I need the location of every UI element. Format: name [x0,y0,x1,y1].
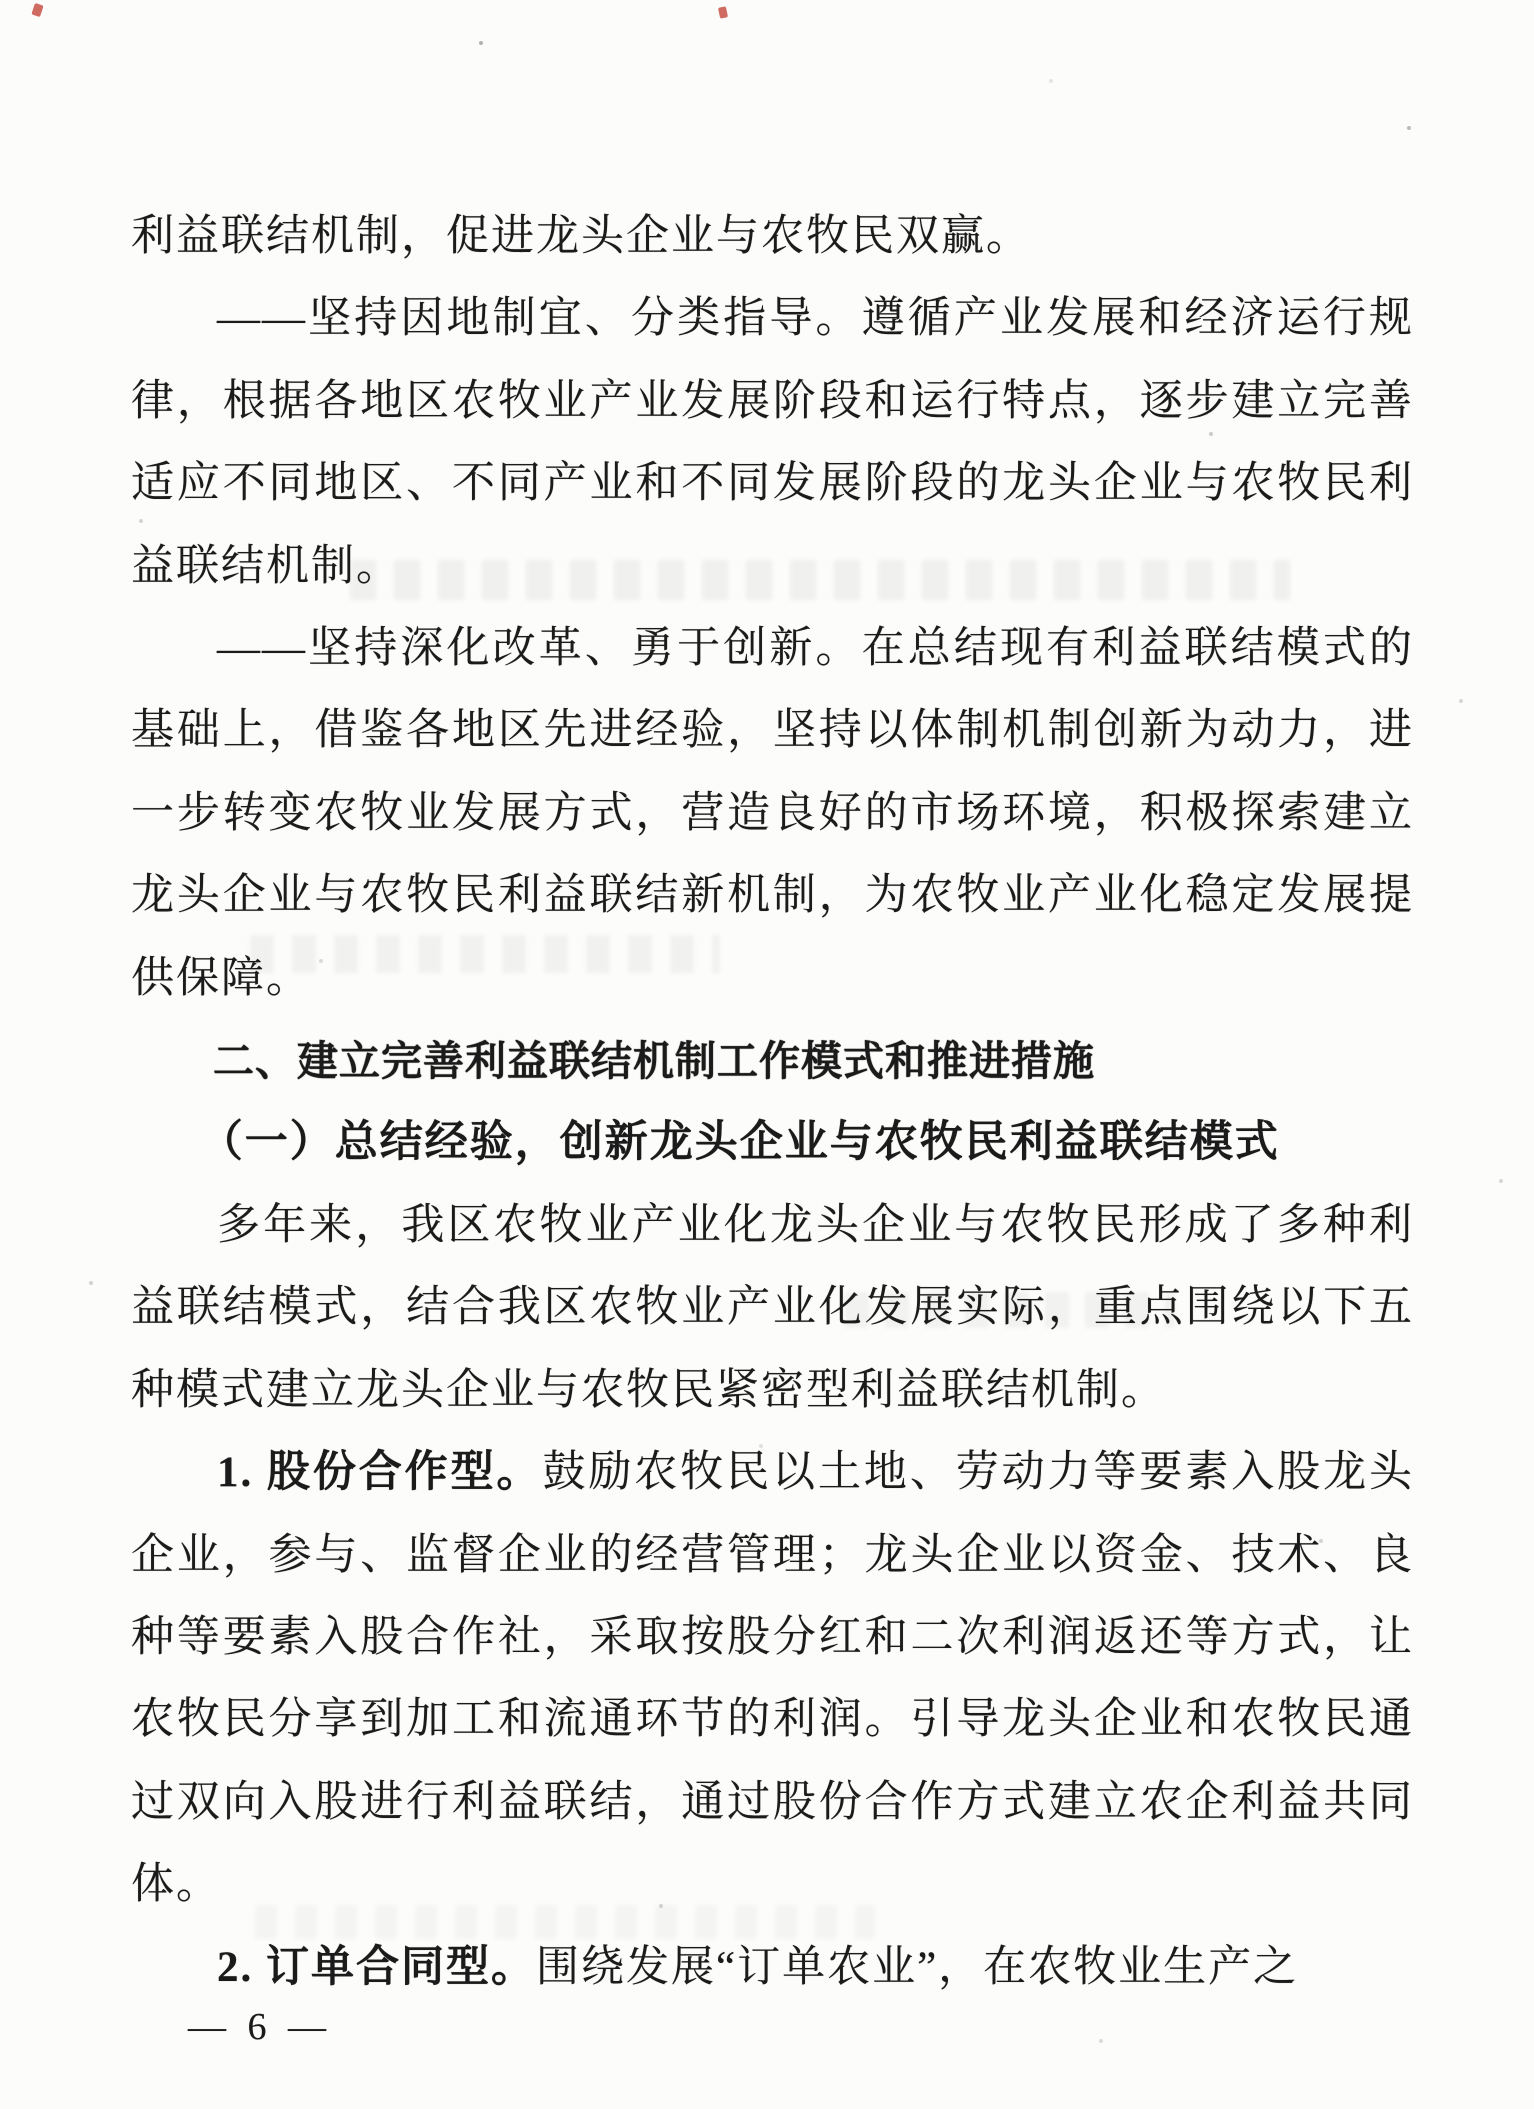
subsection-heading-1: （一）总结经验，创新龙头企业与农牧民利益联结模式 [199,1119,1280,1167]
document-body [131,196,1414,2009]
paragraph-mode-2-order-contract [131,1927,1414,2009]
paragraph-win-win-continuation: 利益联结机制，促进龙头企业与农牧民双赢。 [131,213,1031,260]
red-scan-mark [31,3,43,17]
paragraph-principle-deepen-reform: ——坚持深化改革、勇于创新。在总结现有利益联结模式的基础上，借鉴各地区先进经验，坚持以体制机制创新为动力，进一步转变农牧业发展方式，营造良好的市场环境，积极探索建立龙头企业与农牧民利益联结新机制，为农牧业产业化稳定发展提供保障。 [131,625,1414,1002]
paragraph-lead-label: 2. 订单合同型。 [217,1943,536,1991]
paragraph-body-text: 鼓励农牧民以土地、劳动力等要素入股龙头企业，参与、监督企业的经营管理；龙头企业以资金、技术、良种等要素入股合作社，采取按股分红和二次利润返还等方式，让农牧民分享到加工和流通环节的利润。引导龙头企业和农牧民通过双向入股进行利益联结，通过股份合作方式建立农企利益共同体。 [131,1449,1415,1909]
paragraph-principle-local-conditions: ——坚持因地制宜、分类指导。遵循产业发展和经济运行规律，根据各地区农牧业产业发展阶段和运行特点，逐步建立完善适应不同地区、不同产业和不同发展阶段的龙头企业与农牧民利益联结机制。 [131,295,1414,590]
scan-noise-speckles [0,0,2,2]
paragraph-body-text: 围绕发展“订单农业”，在农牧业生产之 [536,1943,1299,1991]
red-scan-mark [718,6,728,18]
paragraph-experience-summary: 多年来，我区农牧业产业化龙头企业与农牧民形成了多种利益联结模式，结合我区农牧业产业化发展实际，重点围绕以下五种模式建立龙头企业与农牧民紧密型利益联结机制。 [131,1201,1414,1414]
page-number: — 6 — [188,2006,332,2048]
section-heading-2: 二、建立完善利益联结机制工作模式和推进措施 [213,1038,1095,1085]
paragraph-lead-label: 1. 股份合作型。 [217,1449,543,1497]
paragraph-mode-1-share-cooperation [131,1432,1414,1926]
